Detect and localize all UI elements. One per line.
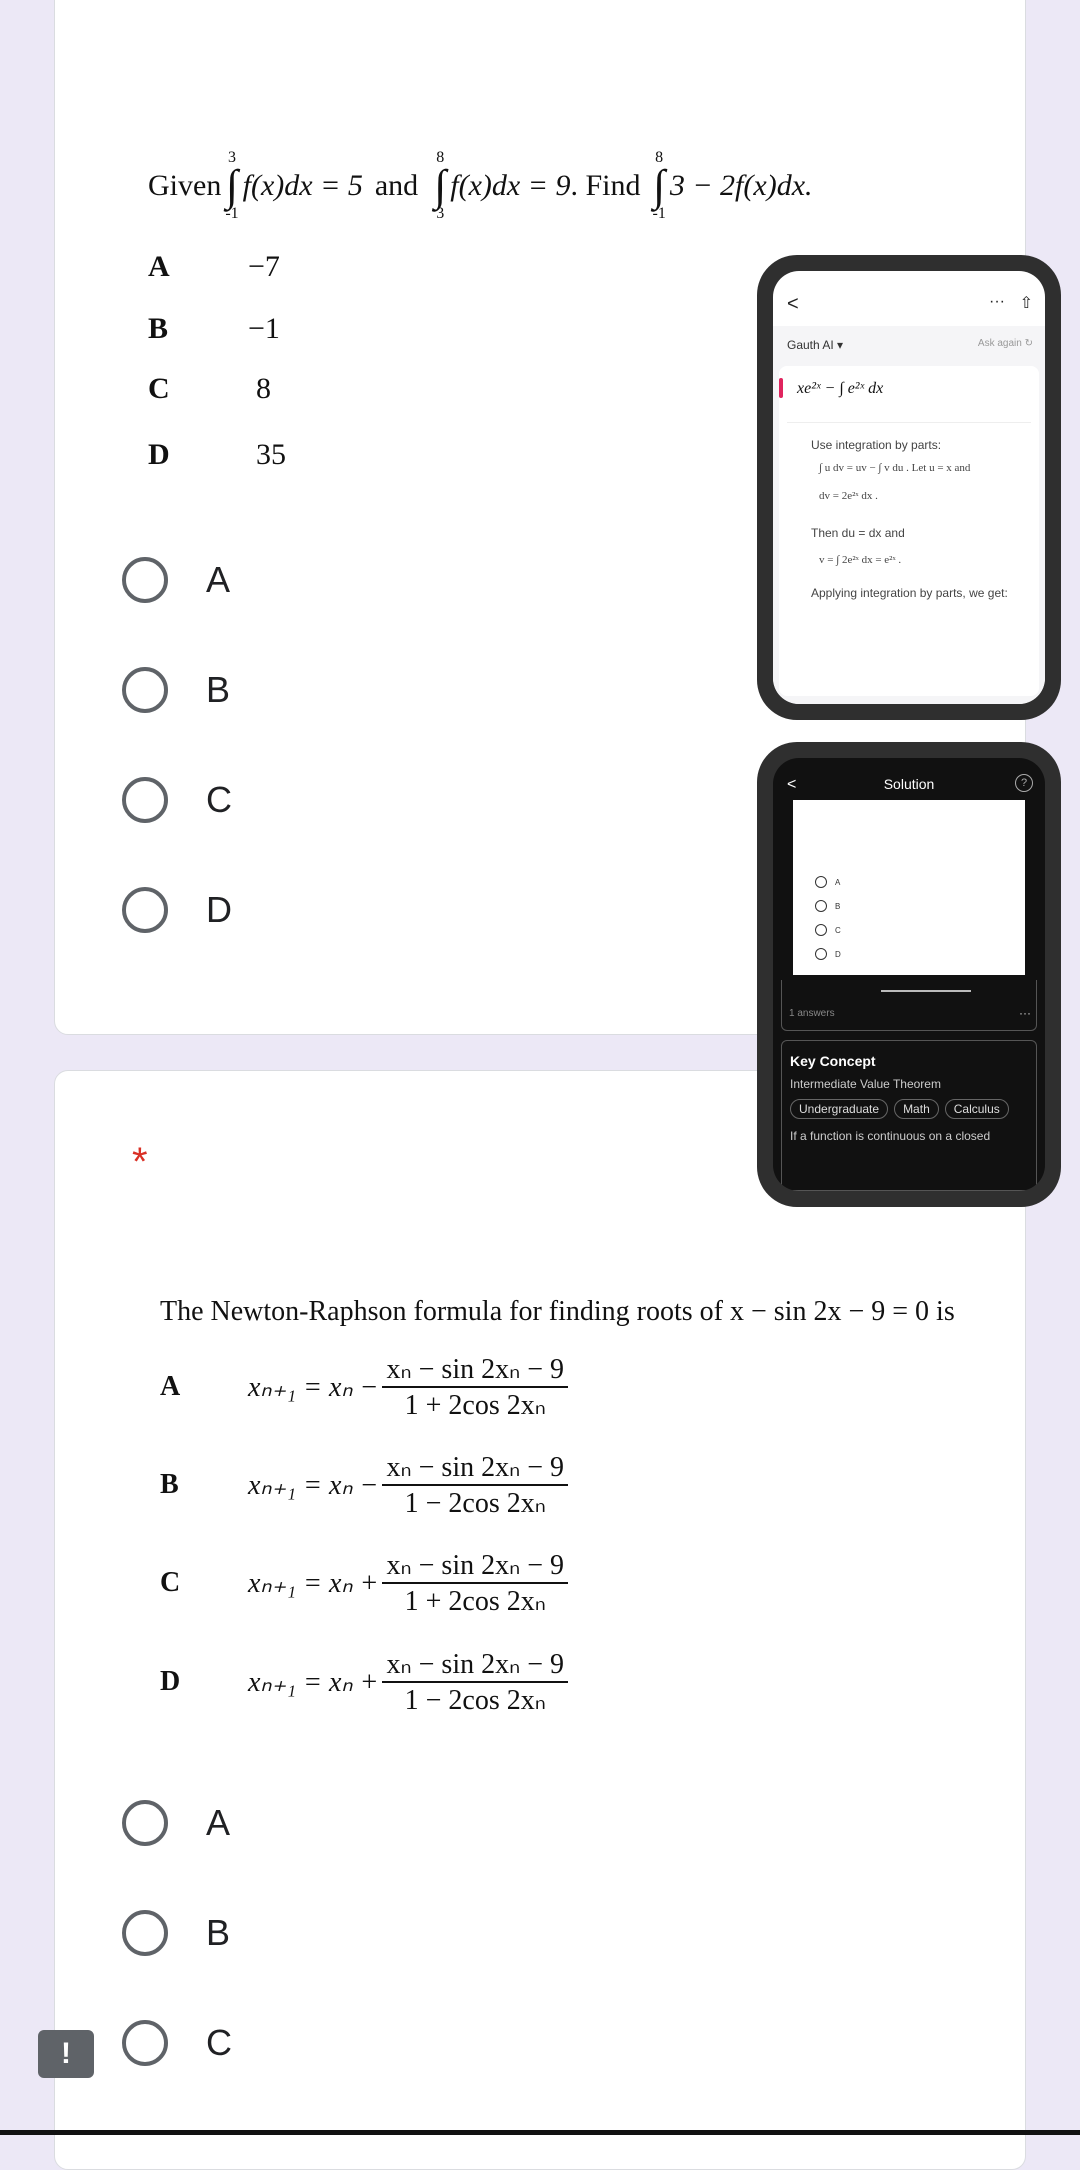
- radio-button[interactable]: [122, 887, 168, 933]
- bottom-bar: [0, 2130, 1080, 2135]
- answers-count: 1 answers: [789, 1008, 835, 1019]
- answer-panel: [779, 366, 1039, 696]
- concept-text: If a function is continuous on a closed: [790, 1129, 991, 1143]
- radio-button[interactable]: [122, 1800, 168, 1846]
- required-asterisk: *: [132, 1140, 148, 1184]
- question-1-text: Given 3 ∫ -1 f(x)dx = 5 and 8 ∫ 3 f(x)dx = 9 . Find 8 ∫ -1 3 − 2f(x)dx.: [148, 149, 813, 222]
- tag-chip[interactable]: Undergraduate: [790, 1099, 888, 1119]
- q2-choice-d: D xₙ₊₁ = xₙ + $\frac{\text{xₙ − sin 2xₙ − 9}}{\text{1 − 2cos 2xₙ}}$: [160, 1647, 568, 1717]
- q1-radio-d[interactable]: D: [122, 887, 232, 933]
- radio-button[interactable]: [122, 1910, 168, 1956]
- q2-choice-c: C xₙ₊₁ = xₙ + $\frac{\text{xₙ − sin 2xₙ − 9}}{\text{1 + 2cos 2xₙ}}$: [160, 1548, 568, 1618]
- more-icon[interactable]: ···: [989, 293, 1005, 310]
- radio-button[interactable]: [122, 2020, 168, 2066]
- question-2-text: The Newton-Raphson formula for finding roots of x − sin 2x − 9 = 0 is: [160, 1296, 955, 1327]
- tag-chip[interactable]: Calculus: [945, 1099, 1009, 1119]
- q2-choice-b: B xₙ₊₁ = xₙ − $\frac{\text{xₙ − sin 2xₙ − 9}}{\text{1 − 2cos 2xₙ}}$: [160, 1450, 568, 1520]
- q1-radio-c[interactable]: C: [122, 777, 232, 823]
- q2-radio-a[interactable]: A: [122, 1800, 230, 1846]
- integral-3: 8 ∫ -1: [652, 149, 666, 222]
- step-2-formula: v = ∫ 2e²ˣ dx = e²ˣ .: [819, 554, 902, 566]
- overlay-content: [773, 326, 1045, 704]
- more-icon[interactable]: ···: [1019, 1006, 1031, 1020]
- radio-button[interactable]: [122, 557, 168, 603]
- share-icon[interactable]: ⇧: [1019, 295, 1033, 312]
- q2-choice-a: A xₙ₊₁ = xₙ − $\frac{\text{xₙ − sin 2xₙ − 9}}{\text{1 + 2cos 2xₙ}}$: [160, 1352, 568, 1422]
- overlay-screen-dark: [773, 758, 1045, 1191]
- concept-tags: [790, 1099, 1028, 1119]
- help-icon[interactable]: ?: [1015, 774, 1033, 792]
- q2-radio-c[interactable]: C: [122, 2020, 232, 2066]
- key-concept-card[interactable]: [781, 1040, 1037, 1191]
- integral-2: 8 ∫ 3: [434, 149, 447, 222]
- mini-options: A B C D: [815, 870, 841, 966]
- report-feedback-icon[interactable]: !: [38, 2030, 94, 2078]
- step-1-title: Use integration by parts:: [811, 438, 942, 452]
- back-icon[interactable]: <: [787, 293, 799, 315]
- step-1-formula-2: dv = 2e²ˣ dx .: [819, 490, 878, 502]
- answer-formula: xe²ˣ − ∫ e²ˣ dx: [797, 380, 884, 397]
- accent-bar: [779, 378, 783, 398]
- q1-choice-c: C 8: [148, 372, 271, 405]
- step-2-text: Then du = dx and: [811, 526, 905, 540]
- gauth-brand[interactable]: Gauth AI ▾: [787, 338, 844, 352]
- solution-title: Solution: [883, 776, 935, 792]
- back-icon[interactable]: <: [787, 776, 797, 793]
- tag-chip[interactable]: Math: [894, 1099, 939, 1119]
- overlay-screen: [773, 271, 1045, 704]
- integral-1: 3 ∫ -1: [225, 149, 239, 222]
- key-concept-title: Key Concept: [790, 1053, 876, 1069]
- q1-radio-b[interactable]: B: [122, 667, 230, 713]
- gauth-overlay-answer[interactable]: [757, 255, 1061, 720]
- q2-radio-b[interactable]: B: [122, 1910, 230, 1956]
- q1-choice-b: B −1: [148, 312, 280, 345]
- question-thumbnail[interactable]: [793, 800, 1025, 975]
- radio-button[interactable]: [122, 667, 168, 713]
- gauth-overlay-solution[interactable]: [757, 742, 1061, 1207]
- step-3-text: Applying integration by parts, we get:: [811, 586, 1008, 600]
- concept-name: Intermediate Value Theorem: [790, 1077, 941, 1091]
- q1-choice-d: D 35: [148, 438, 286, 471]
- step-1-formula: ∫ u dv = uv − ∫ v du . Let u = x and: [819, 462, 971, 474]
- q1-radio-a[interactable]: A: [122, 557, 230, 603]
- radio-button[interactable]: [122, 777, 168, 823]
- ask-again-button[interactable]: Ask again ↻: [977, 338, 1033, 349]
- q1-choice-a: A −7: [148, 250, 280, 283]
- question-card-2: [54, 1070, 1026, 2170]
